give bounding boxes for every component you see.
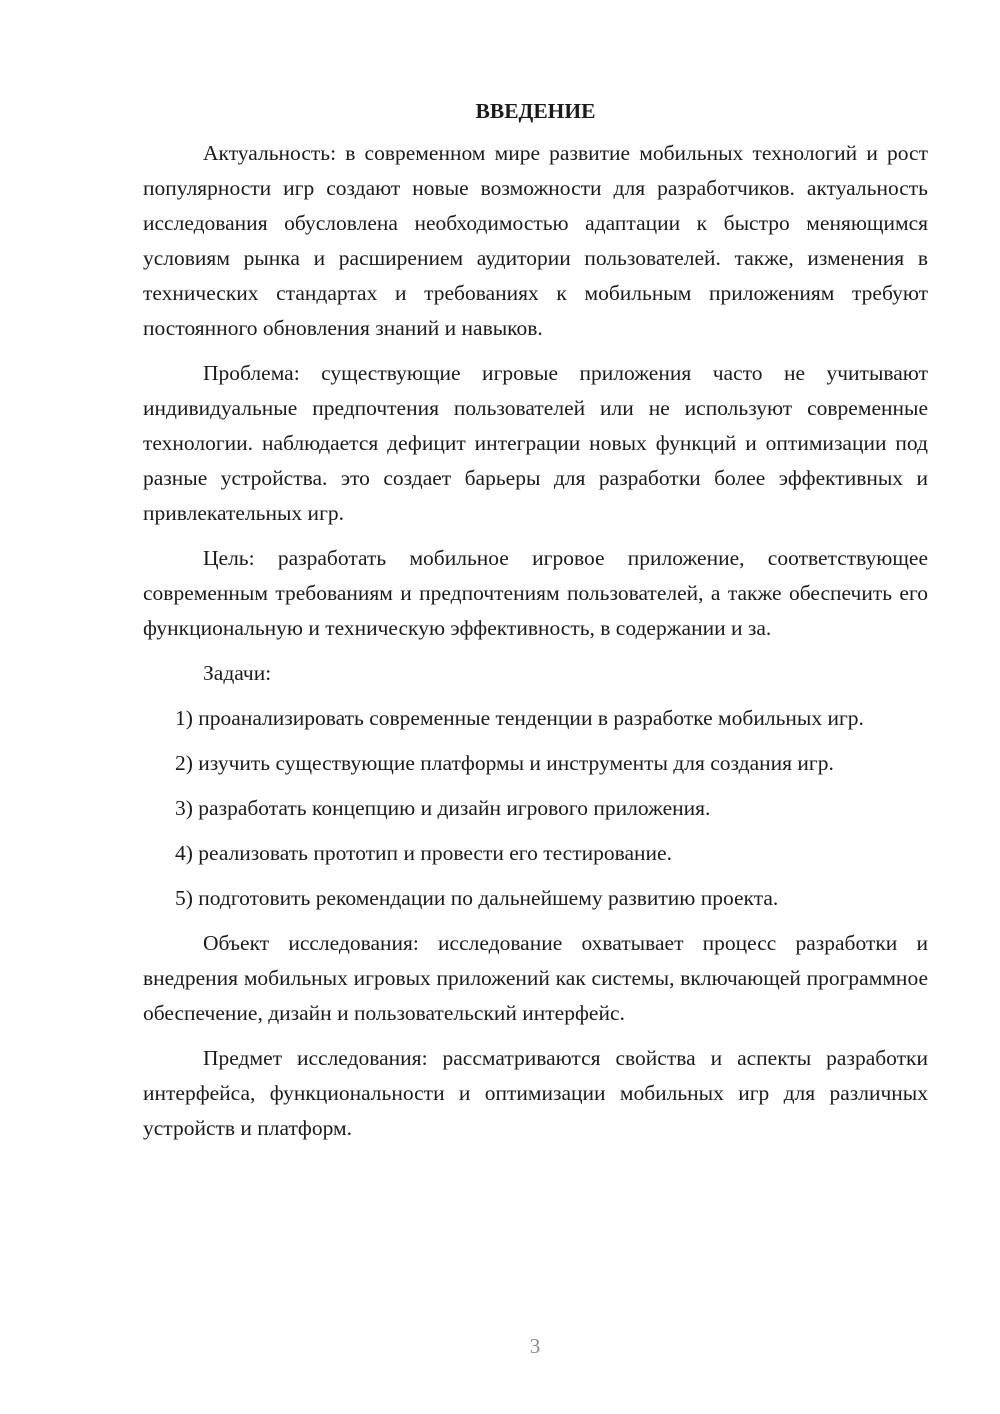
section-title: ВВЕДЕНИЕ bbox=[475, 99, 596, 123]
tasks-heading: Задачи: bbox=[203, 661, 272, 685]
object-paragraph: Объект исследования: исследование охватывает процесс разработки и внедрения мобильных игровых приложений как системы, включающей программное обеспечение, дизайн и пользовательский интерфейс. bbox=[143, 931, 928, 1025]
task-item-1: 1) проанализировать современные тенденции в разработке мобильных игр. bbox=[175, 706, 864, 730]
document-page bbox=[143, 96, 928, 1156]
task-item-4: 4) реализовать прототип и провести его тестирование. bbox=[175, 841, 672, 865]
problem-paragraph: Проблема: существующие игровые приложения часто не учитывают индивидуальные предпочтения пользователей или не используют современные технологии. наблюдается дефицит интеграции новых функций и оптимизации под разные устройства. это создает барьеры для разработки более эффективных и привлекательных игр. bbox=[143, 361, 928, 525]
relevance-paragraph: Актуальность: в современном мире развитие мобильных технологий и рост популярности игр создают новые возможности для разработчиков. актуальность исследования обусловлена необходимостью адаптации к быстро меняющимся условиям рынка и расширением аудитории пользователей. также, изменения в технических стандартах и требованиях к мобильным приложениям требуют постоянного обновления знаний и навыков. bbox=[143, 141, 928, 340]
task-item-2: 2) изучить существующие платформы и инструменты для создания игр. bbox=[175, 751, 834, 775]
subject-paragraph: Предмет исследования: рассматриваются свойства и аспекты разработки интерфейса, функциональности и оптимизации мобильных игр для различных устройств и платформ. bbox=[143, 1046, 928, 1140]
goal-paragraph: Цель: разработать мобильное игровое приложение, соответствующее современным требованиям и предпочтениям пользователей, а также обеспечить его функциональную и техническую эффективность, в содержании и за. bbox=[143, 546, 928, 640]
page-number: 3 bbox=[529, 1334, 541, 1358]
task-item-3: 3) разработать концепцию и дизайн игрового приложения. bbox=[175, 796, 711, 820]
task-item-5: 5) подготовить рекомендации по дальнейшему развитию проекта. bbox=[175, 886, 779, 910]
